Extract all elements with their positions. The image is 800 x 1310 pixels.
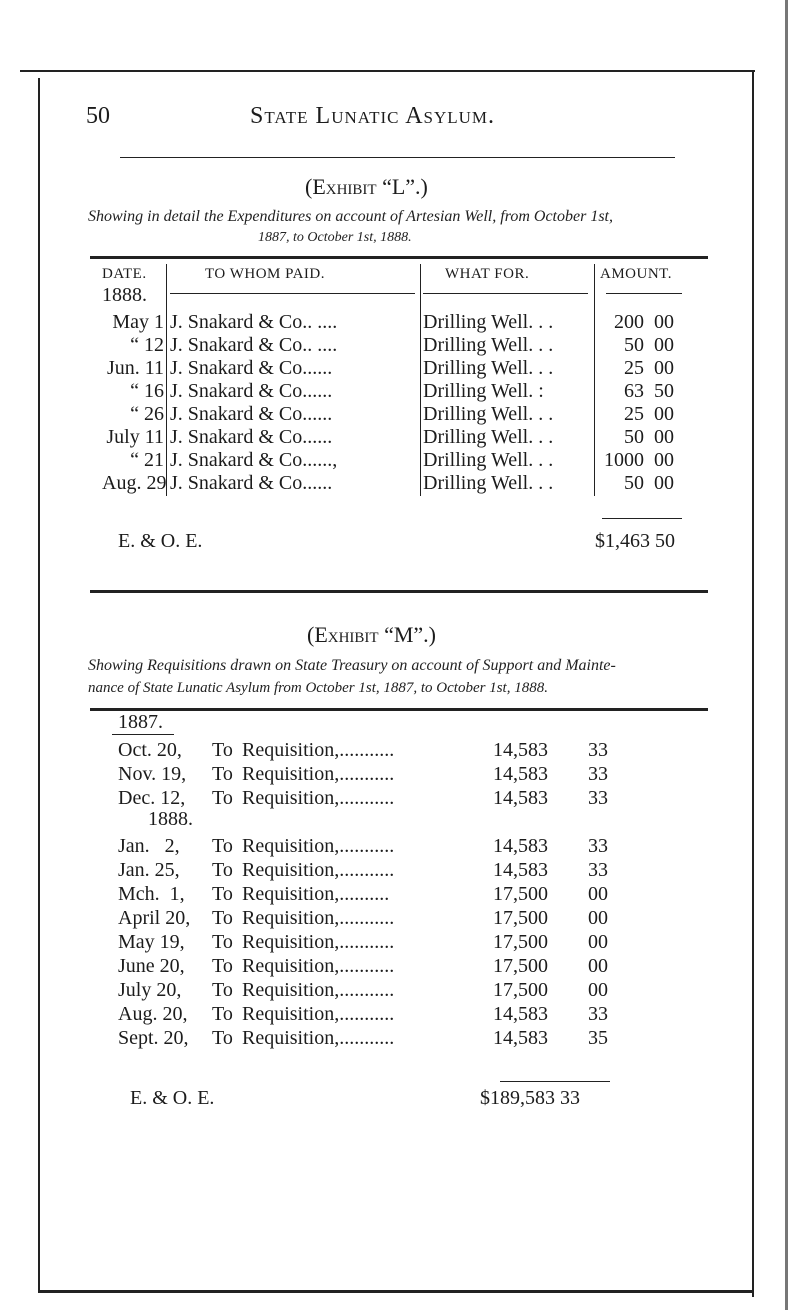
req-amount: 14,583 [493,787,548,809]
exhibit-m-year-1887: 1887. [118,711,163,733]
exhibit-m-top-rule [90,708,708,711]
exhibit-l-total-rule [602,518,682,519]
row-for: Drilling Well. . . [423,403,554,425]
req-desc: Requisition,........... [242,931,395,953]
row-date: “ 26 [130,403,164,425]
req-date: Dec. 12, [118,787,186,809]
row-date: Aug. 29 [102,472,167,494]
req-date: May 19, [118,931,185,953]
req-cents: 00 [588,979,608,1001]
row-dollars: 1000 [604,449,644,471]
ledger-divider-1 [166,264,167,496]
req-date: Sept. 20, [118,1027,189,1049]
row-for: Drilling Well. . . [423,357,554,379]
exhibit-m-year-1888: 1888. [148,808,193,830]
row-for: Drilling Well. . . [423,311,554,333]
req-amount: 14,583 [493,763,548,785]
col-header-paid: TO WHOM PAID. [205,266,325,282]
req-amount: 14,583 [493,859,548,881]
for-header-underline [423,293,588,294]
row-date: Jun. 11 [106,357,164,379]
col-header-year: 1888. [102,284,147,306]
running-title: State Lunatic Asylum. [250,103,496,129]
row-paid: J. Snakard & Co...... [170,380,333,402]
req-to: To [212,787,233,809]
req-cents: 00 [588,907,608,929]
exhibit-l-title: (Exhibit “L”.) [305,174,428,199]
page-number: 50 [86,103,110,129]
req-date: April 20, [118,907,191,929]
col-header-amount: AMOUNT. [600,266,672,282]
page-left-rule [38,78,40,1293]
row-date: July 11 [106,426,164,448]
row-dollars: 200 [614,311,644,333]
req-to: To [212,859,233,881]
req-cents: 00 [588,883,608,905]
req-cents: 35 [588,1027,608,1049]
page-top-rule [20,70,755,72]
row-for: Drilling Well. . . [423,449,554,471]
row-cents: 00 [654,449,674,471]
ledger-divider-3 [594,264,595,496]
row-cents: 50 [654,380,674,402]
req-amount: 14,583 [493,835,548,857]
req-to: To [212,979,233,1001]
req-date: Oct. 20, [118,739,182,761]
req-amount: 17,500 [493,955,548,977]
req-date: Nov. 19, [118,763,187,785]
row-dollars: 25 [624,403,644,425]
req-amount: 17,500 [493,907,548,929]
req-date: June 20, [118,955,185,977]
req-amount: 17,500 [493,979,548,1001]
ledger-divider-2 [420,264,421,496]
req-desc: Requisition,........... [242,955,395,977]
exhibit-m-subtitle-2: nance of State Lunatic Asylum from October 1st, 1887, to October 1st, 1888. [88,680,548,696]
req-amount: 14,583 [493,1003,548,1025]
exhibit-l-footer-note: E. & O. E. [118,530,203,552]
req-cents: 00 [588,931,608,953]
row-dollars: 25 [624,357,644,379]
amount-header-underline [606,293,682,294]
req-desc: Requisition,........... [242,1003,395,1025]
req-amount: 14,583 [493,739,548,761]
row-paid: J. Snakard & Co......, [170,449,338,471]
col-header-for: WHAT FOR. [445,266,530,282]
req-amount: 14,583 [493,1027,548,1049]
req-to: To [212,931,233,953]
col-header-date: DATE. [102,266,147,282]
row-dollars: 50 [624,472,644,494]
req-to: To [212,739,233,761]
row-paid: J. Snakard & Co...... [170,426,333,448]
req-cents: 33 [588,859,608,881]
req-desc: Requisition,.......... [242,883,390,905]
req-to: To [212,1003,233,1025]
header-divider [120,157,675,158]
req-desc: Requisition,........... [242,763,395,785]
req-cents: 00 [588,955,608,977]
row-cents: 00 [654,426,674,448]
req-desc: Requisition,........... [242,739,395,761]
exhibit-m-total: $189,583 33 [480,1087,580,1109]
req-desc: Requisition,........... [242,907,395,929]
paid-header-underline [170,293,415,294]
row-for: Drilling Well. . . [423,426,554,448]
req-to: To [212,955,233,977]
req-cents: 33 [588,763,608,785]
row-paid: J. Snakard & Co...... [170,403,333,425]
exhibit-m-subtitle-1: Showing Requisitions drawn on State Treasury on account of Support and Mainte- [88,657,616,674]
req-amount: 17,500 [493,931,548,953]
row-cents: 00 [654,403,674,425]
page-bottom-rule [38,1290,754,1293]
req-date: July 20, [118,979,182,1001]
req-cents: 33 [588,787,608,809]
row-paid: J. Snakard & Co.. .... [170,334,338,356]
req-desc: Requisition,........... [242,979,395,1001]
req-desc: Requisition,........... [242,1027,395,1049]
row-date: “ 21 [130,449,164,471]
row-paid: J. Snakard & Co.. .... [170,311,338,333]
req-desc: Requisition,........... [242,859,395,881]
row-cents: 00 [654,334,674,356]
req-cents: 33 [588,1003,608,1025]
exhibit-l-top-rule [90,256,708,259]
year-1887-underline [112,734,174,735]
row-for: Drilling Well. . . [423,472,554,494]
exhibit-l-total: $1,463 50 [595,530,675,552]
row-date: “ 16 [130,380,164,402]
row-paid: J. Snakard & Co...... [170,472,333,494]
row-dollars: 63 [624,380,644,402]
exhibit-m-footer-note: E. & O. E. [130,1087,215,1109]
req-to: To [212,763,233,785]
req-to: To [212,1027,233,1049]
req-cents: 33 [588,835,608,857]
req-cents: 33 [588,739,608,761]
req-date: Aug. 20, [118,1003,188,1025]
exhibit-m-total-rule [500,1081,610,1082]
page-right-rule [752,72,754,1297]
req-amount: 17,500 [493,883,548,905]
row-cents: 00 [654,311,674,333]
row-for: Drilling Well. : [423,380,544,402]
exhibit-l-bottom-rule [90,590,708,593]
row-date: “ 12 [130,334,164,356]
req-desc: Requisition,........... [242,835,395,857]
req-date: Mch. 1, [118,883,185,905]
exhibit-l-subtitle-1: Showing in detail the Expenditures on account of Artesian Well, from October 1st, [88,208,613,225]
row-cents: 00 [654,357,674,379]
row-paid: J. Snakard & Co...... [170,357,333,379]
row-dollars: 50 [624,426,644,448]
req-to: To [212,883,233,905]
req-date: Jan. 2, [118,835,180,857]
row-dollars: 50 [624,334,644,356]
row-for: Drilling Well. . . [423,334,554,356]
req-to: To [212,907,233,929]
exhibit-m-title: (Exhibit “M”.) [307,622,437,647]
req-to: To [212,835,233,857]
req-desc: Requisition,........... [242,787,395,809]
row-cents: 00 [654,472,674,494]
page-edge-right [785,0,788,1310]
exhibit-l-subtitle-2: 1887, to October 1st, 1888. [258,230,412,245]
req-date: Jan. 25, [118,859,180,881]
row-date: May 1 [112,311,164,333]
